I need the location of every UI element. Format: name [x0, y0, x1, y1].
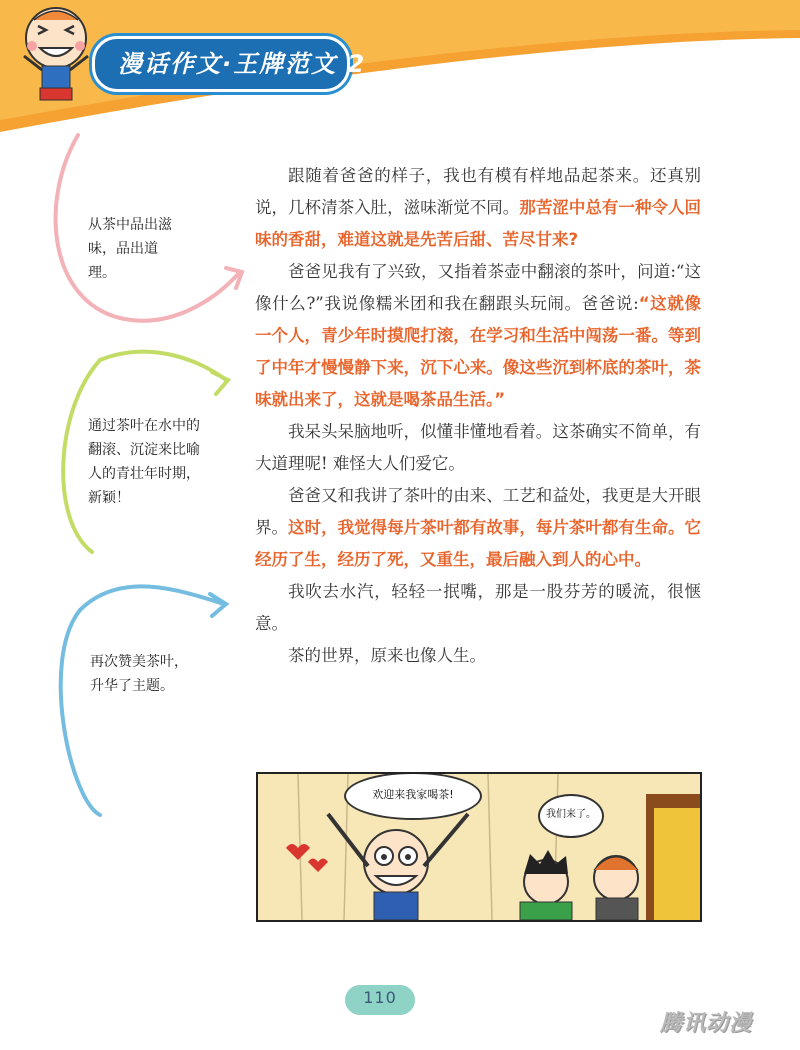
paragraph-4-text: 爸爸又和我讲了茶叶的由来、工艺和益处，我更是大开眼界。: [255, 486, 701, 537]
essay-body: [255, 160, 701, 672]
paragraph-2: [255, 256, 701, 416]
paragraph-4-highlight: 这时，我觉得每片茶叶都有故事，每片茶叶都有生命。它经历了生，经历了死，又重生，最后融入到人的心中。: [255, 518, 702, 569]
paragraph-1-text: 跟随着爸爸的样子，我也有模有样地品起茶来。还真别说，几杯清茶入肚，滋味渐觉不同。: [255, 166, 701, 217]
header-title: 漫话作文·王牌范文 2: [118, 50, 367, 78]
page-number: 110: [363, 988, 397, 1007]
paragraph-5: 我吹去水汽，轻轻一抿嘴，那是一股芬芳的暖流，很惬意。: [255, 582, 701, 633]
comic-panel: [256, 772, 702, 922]
side-note-2: 通过茶叶在水中的翻滚、沉淀来比喻人的青壮年时期，新颖！: [88, 418, 200, 506]
paragraph-4: [255, 480, 701, 576]
mascot-icon: [6, 0, 106, 110]
side-note-1: 从茶中品出滋味，品出道理。: [88, 217, 172, 281]
side-note-3: 再次赞美茶叶，升华了主题。: [90, 654, 188, 694]
paragraph-1: [255, 160, 701, 256]
paragraph-2-highlight: “这就像一个人，青少年时摸爬打滚，在学习和生活中闯荡一番。等到了中年才慢慢静下来，沉下心来。像这些沉到杯底的茶叶，茶味就出来了，这就是喝茶品生活。”: [255, 294, 701, 409]
speech-bubble-welcome: 欢迎来我家喝茶!: [344, 772, 482, 820]
paragraph-3: 我呆头呆脑地听，似懂非懂地看着。这茶确实不简单，有大道理呢! 难怪大人们爱它。: [255, 422, 701, 473]
paragraph-6: 茶的世界，原来也像人生。: [288, 646, 486, 665]
speech-bubble-arrived: 我们来了。: [538, 794, 604, 838]
watermark: 腾讯动漫: [660, 1011, 753, 1036]
paragraph-2-text: 爸爸见我有了兴致，又指着茶壶中翻滚的茶叶，问道:“这像什么?”我说像糯米团和我在翻跟头玩闹。爸爸说:: [255, 262, 701, 313]
paragraph-1-highlight: 那苦涩中总有一种令人回味的香甜，难道这就是先苦后甜、苦尽甘来?: [255, 198, 702, 249]
